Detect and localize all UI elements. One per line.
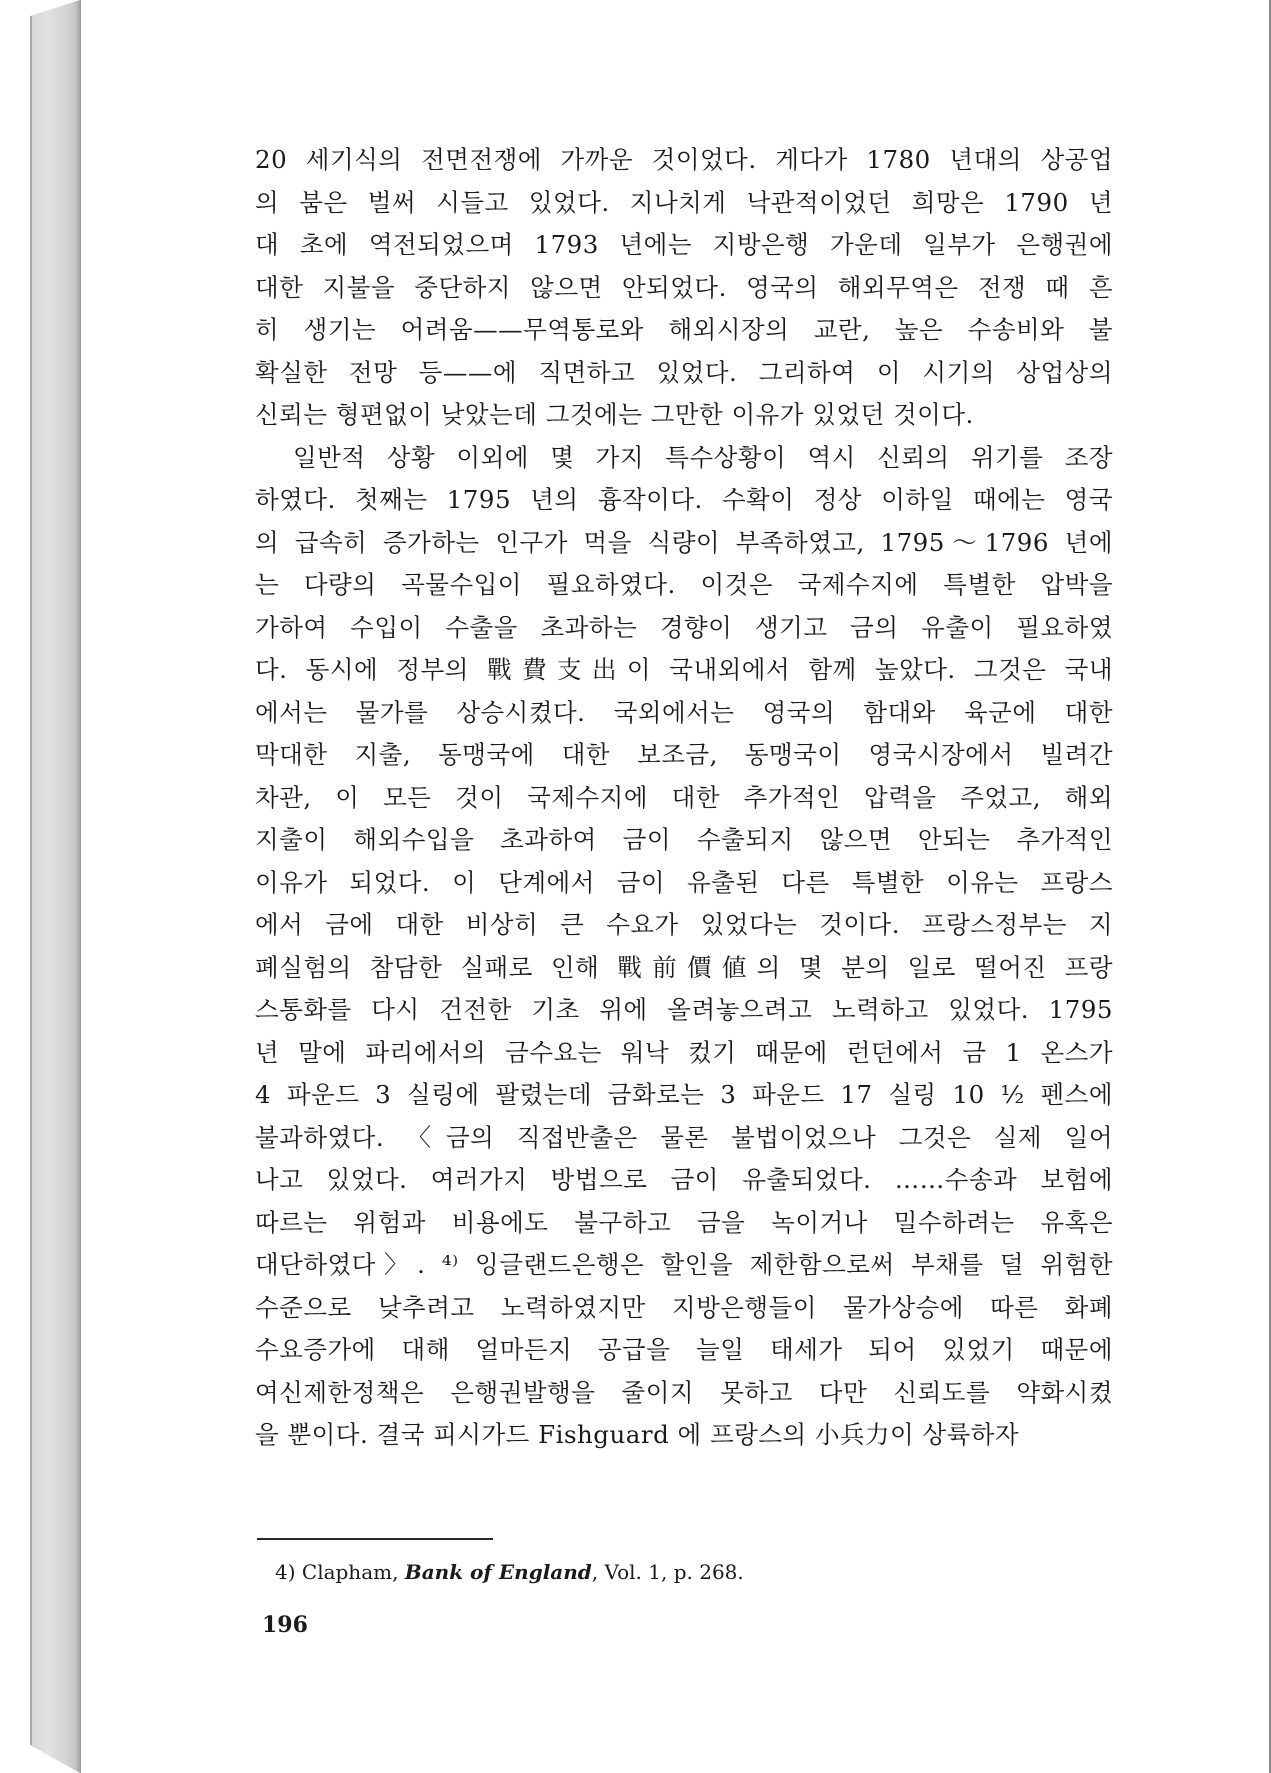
text-line: 확실한 전망 등——에 직면하고 있었다. 그리하여 이 시기의 상업상의 xyxy=(255,357,1113,387)
text-line: 차관, 이 모든 것이 국제수지에 대한 추가적인 압력을 주었고, 해외 xyxy=(255,782,1113,812)
text-line: 막대한 지출, 동맹국에 대한 보조금, 동맹국이 영국시장에서 빌려간 xyxy=(255,740,1113,769)
text-line: 에서 금에 대한 비상히 큰 수요가 있었다는 것이다. 프랑스정부는 지 xyxy=(255,910,1113,939)
text-line: 4 파운드 3 실링에 팔렸는데 금화로는 3 파운드 17 실링 10 ½ 펜스에 xyxy=(255,1080,1113,1109)
text-line: 대 초에 역전되었으며 1793 년에는 지방은행 가운데 일부가 은행권에 xyxy=(255,230,1113,259)
text-line: 이유가 되었다. 이 단계에서 금이 유출된 다른 특별한 이유는 프랑스 xyxy=(255,867,1113,897)
text-line: 의 급속히 증가하는 인구가 먹을 식량이 부족하였고, 1795～1796 년에 xyxy=(255,527,1113,557)
text-line: 하였다. 첫째는 1795 년의 흉작이다. 수확이 정상 이하일 때에는 영국 xyxy=(255,485,1113,514)
text-line: 수준으로 낮추려고 노력하였지만 지방은행들이 물가상승에 따른 화폐 xyxy=(255,1292,1113,1322)
text-line: 스통화를 다시 건전한 기초 위에 올려놓으려고 노력하고 있었다. 1795 xyxy=(255,995,1113,1024)
text-line: 는 다량의 곡물수입이 필요하였다. 이것은 국제수지에 특별한 압박을 xyxy=(255,570,1113,599)
footnote xyxy=(275,1557,975,1587)
text-line: 폐실험의 참담한 실패로 인해 戰前價値의 몇 분의 일로 떨어진 프랑 xyxy=(255,952,1113,982)
footnote-divider xyxy=(257,1538,493,1540)
text-line: 20 세기식의 전면전쟁에 가까운 것이었다. 게다가 1780 년대의 상공업 xyxy=(255,145,1113,174)
text-line: 지출이 해외수입을 초과하여 금이 수출되지 않으면 안되는 추가적인 xyxy=(255,825,1113,854)
footnote-marker: 4) Clapham, xyxy=(275,1560,405,1584)
text-line: 여신제한정책은 은행권발행을 줄이지 못하고 다만 신뢰도를 약화시켰 xyxy=(255,1377,1113,1407)
page-number: 196 xyxy=(262,1612,308,1638)
text-line: 을 뿐이다. 결국 피시가드 Fishguard 에 프랑스의 小兵力이 상륙하자 xyxy=(255,1420,1020,1449)
text-line: 대한 지불을 중단하지 않으면 안되었다. 영국의 해외무역은 전쟁 때 흔 xyxy=(255,272,1113,302)
text-line: 에서는 물가를 상승시켰다. 국외에서는 영국의 함대와 육군에 대한 xyxy=(255,697,1113,727)
text-line: 일반적 상황 이외에 몇 가지 특수상황이 역시 신뢰의 위기를 조장 xyxy=(255,442,1113,472)
spine-edge xyxy=(30,16,32,1745)
text-line: 따르는 위험과 비용에도 불구하고 금을 녹이거나 밀수하려는 유혹은 xyxy=(255,1207,1113,1237)
text-line: 의 붐은 벌써 시들고 있었다. 지나치게 낙관적이었던 희망은 1790 년 xyxy=(255,187,1113,217)
footnote-rest: , Vol. 1, p. 268. xyxy=(591,1560,744,1584)
text-line: 히 생기는 어려움——무역통로와 해외시장의 교란, 높은 수송비와 불 xyxy=(255,315,1113,344)
text-line: 다. 동시에 정부의 戰費支出이 국내외에서 함께 높았다. 그것은 국내 xyxy=(255,655,1113,684)
text-line: 불과하였다. 〈금의 직접반출은 물론 불법이었으나 그것은 실제 일어 xyxy=(255,1122,1113,1152)
body-text xyxy=(255,139,1113,1457)
text-line: 년 말에 파리에서의 금수요는 워낙 컸기 때문에 런던에서 금 1 온스가 xyxy=(255,1037,1113,1067)
text-line: 신뢰는 형편없이 낮았는데 그것에는 그만한 이유가 있었던 것이다. xyxy=(255,400,974,429)
text-line: 수요증가에 대해 얼마든지 공급을 늘일 태세가 되어 있었기 때문에 xyxy=(255,1335,1113,1364)
text-line: 나고 있었다. 여러가지 방법으로 금이 유출되었다. ……수송과 보험에 xyxy=(255,1165,1113,1194)
book-spine xyxy=(30,0,80,1773)
text-line: 가하여 수입이 수출을 초과하는 경향이 생기고 금의 유출이 필요하였 xyxy=(255,612,1113,642)
text-line: 대단하였다〉. ⁴⁾ 잉글랜드은행은 할인을 제한함으로써 부채를 덜 위험한 xyxy=(255,1250,1113,1279)
footnote-title: Bank of England xyxy=(404,1560,592,1584)
